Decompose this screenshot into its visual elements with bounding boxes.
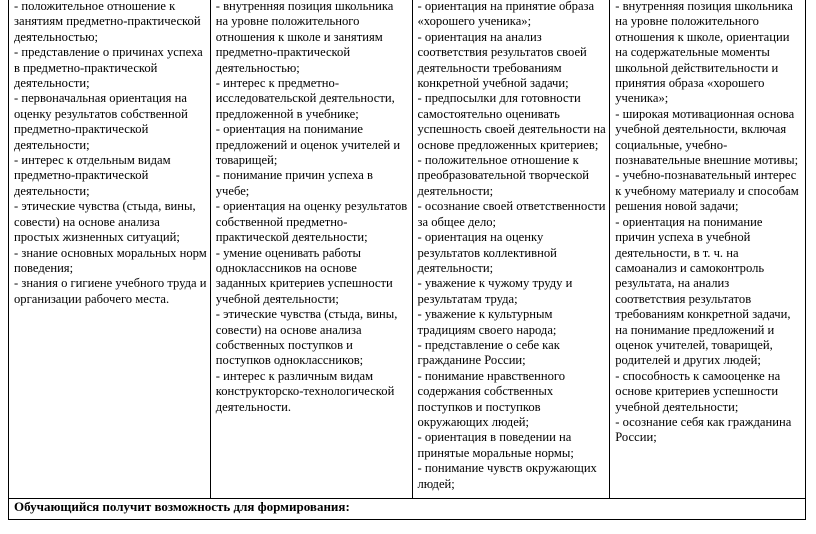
list-item: - положительное отношение к занятиям предметно-практической деятельностью; <box>14 0 201 44</box>
list-item: - ориентация на анализ соответствия результатов своей деятельности требованиям конкретной учебной задачи; <box>417 29 587 91</box>
list-item: - интерес к различным видам конструкторско-технологической деятельности. <box>215 368 395 414</box>
list-item: - внутренняя позиция школьника на уровне положительного отношения к школе и занятиям предметно-практической деятельностью; <box>215 0 394 75</box>
list-item: - ориентация на понимание предложений и оценок учителей и товарищей; <box>215 122 401 168</box>
list-item: - первоначальная ориентация на оценку результатов собственной предметно-практической деятельности; <box>14 91 188 152</box>
list-item: - ориентация на оценку результатов коллективной деятельности; <box>417 230 557 275</box>
list-item: - знание основных моральных норм поведения; <box>14 245 207 275</box>
list-item: - представление о причинах успеха в предметно-практической деятельности; <box>14 45 203 91</box>
list-item: - внутренняя позиция школьника на уровне положительного отношения к школе, ориентации на содержательные моменты школьной действительности и принятия образа «хорошего ученика»; <box>615 0 793 106</box>
list-item: - интерес к отдельным видам предметно-практической деятельности; <box>14 153 171 198</box>
list-item: - этические чувства (стыда, вины, совести) на основе анализа простых жизненных ситуаций; <box>14 199 196 245</box>
list-item: - понимание чувств окружающих людей; <box>417 461 597 491</box>
table-row <box>9 499 806 520</box>
list-item: - осознание своей ответственности за общее дело; <box>417 199 606 229</box>
table-row <box>9 0 806 499</box>
list-item: - этические чувства (стыда, вины, совести) на основе анализа собственных поступков и поступков одноклассников; <box>215 307 398 368</box>
list-item: - ориентация на оценку результатов собственной предметно-практической деятельности; <box>215 199 408 245</box>
list-item: - широкая мотивационная основа учебной деятельности, включая социальные, учебно-познавательные внешние мотивы; <box>615 106 799 168</box>
list-item: - осознание себя как гражданина России; <box>615 414 792 445</box>
list-item: - представление о себе как гражданине России; <box>417 337 560 368</box>
list-item: - ориентация на понимание причин успеха в учебной деятельности, в т. ч. на самоанализ и самоконтроль результата, на анализ соответствия результатов требованиям конкретной задачи, на понимание предложений и оценок учителей, товарищей, родителей и других людей; <box>615 214 791 368</box>
column-1-cell <box>9 0 211 499</box>
list-item: - уважение к культурным традициям своего народа; <box>417 307 557 337</box>
results-table <box>8 0 806 520</box>
list-item: - уважение к чужому труду и результатам труда; <box>417 276 573 306</box>
list-item: - умение оценивать работы одноклассников на основе заданных критериев успешности учебной деятельности; <box>215 245 393 306</box>
list-item: - понимание нравственного содержания собственных поступков и поступков окружающих людей; <box>417 368 566 429</box>
column-3-cell <box>412 0 610 499</box>
list-item: - учебно-познавательный интерес к учебному материалу и способам решения новой задачи; <box>615 168 799 214</box>
list-item: - положительное отношение к преобразовательной творческой деятельности; <box>417 153 589 198</box>
footer-heading: Обучающийся получит возможность для формирования: <box>9 499 806 520</box>
list-item: - способность к самооценке на основе критериев успешности учебной деятельности; <box>615 368 781 414</box>
list-item: - интерес к предметно-исследовательской деятельности, предложенной в учебнике; <box>215 76 395 121</box>
list-item: - предпосылки для готовности самостоятельно оценивать успешность своей деятельности на основе предложенных критериев; <box>417 91 606 152</box>
list-item: - понимание причин успеха в учебе; <box>215 168 373 198</box>
list-item: - знания о гигиене учебного труда и организации рабочего места. <box>14 276 207 306</box>
column-4-cell <box>610 0 806 499</box>
list-item: - ориентация в поведении на принятые моральные нормы; <box>417 430 574 460</box>
list-item: - ориентация на принятие образа «хорошего ученика»; <box>417 0 595 29</box>
column-2-cell <box>210 0 412 499</box>
